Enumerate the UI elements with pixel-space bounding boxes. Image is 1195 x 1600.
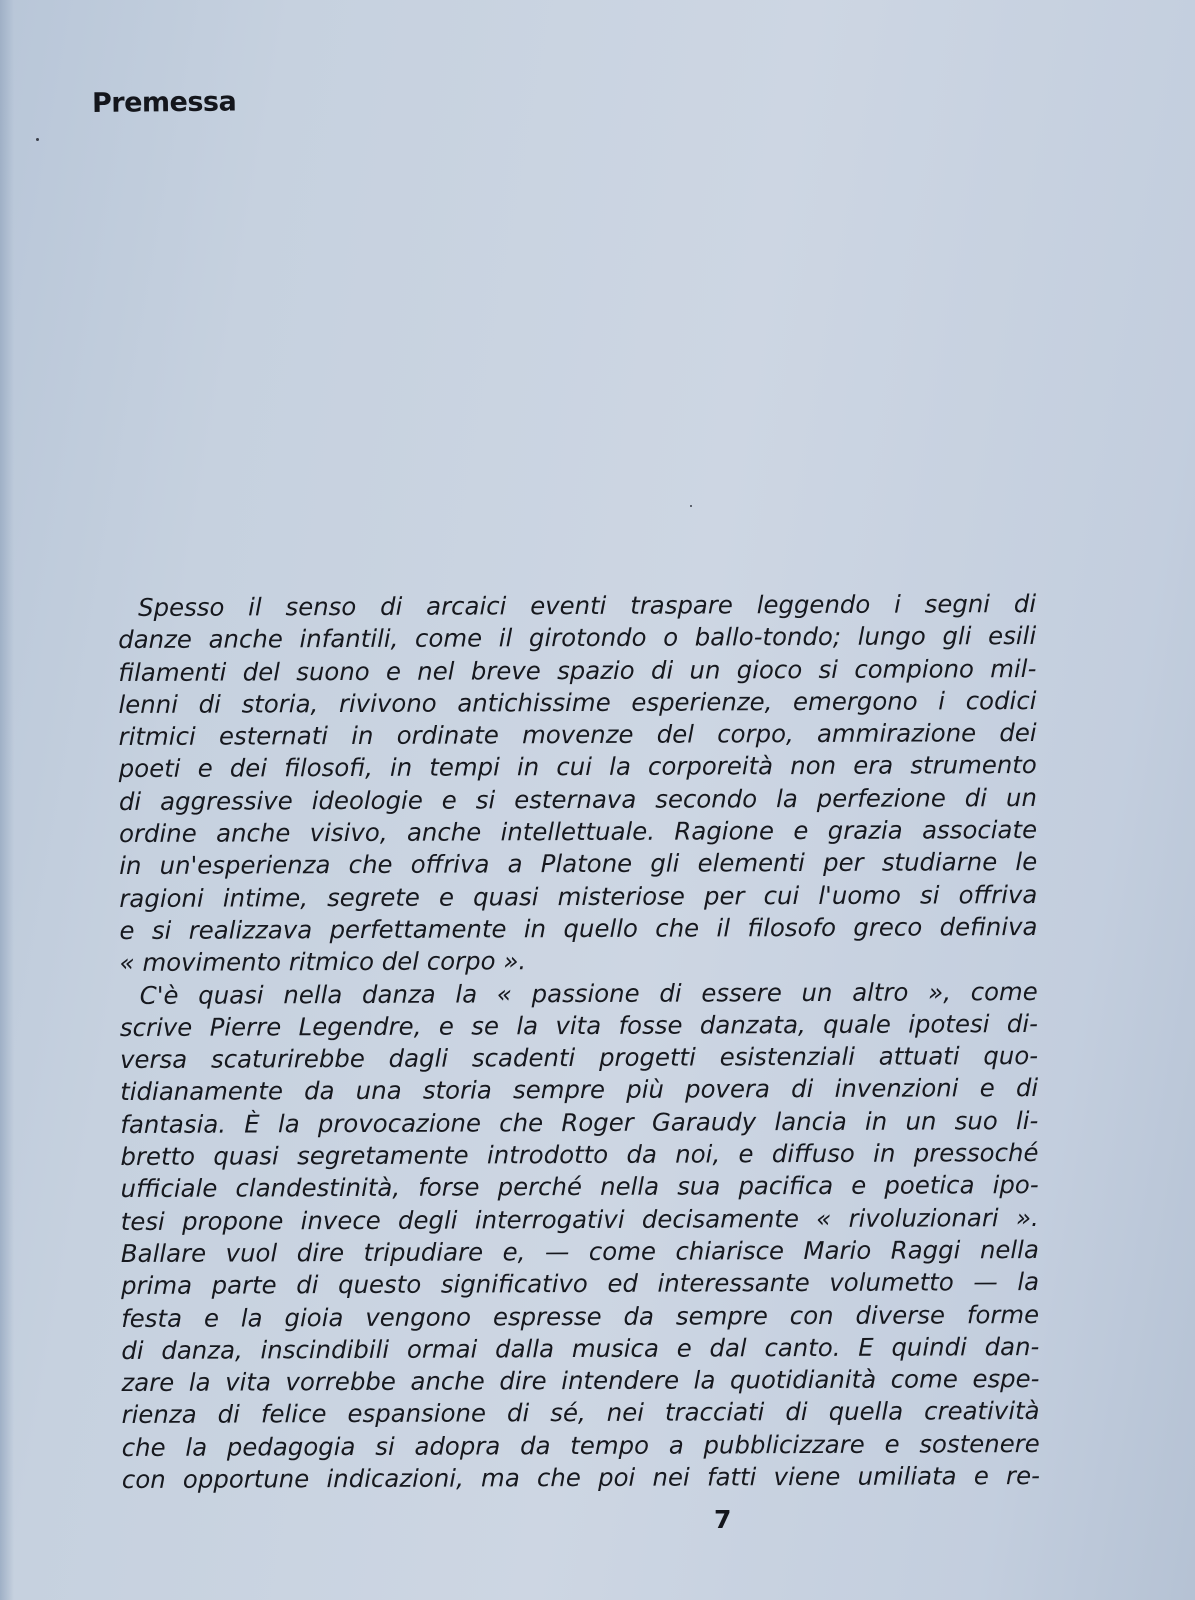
text-line: ritmici esternati in ordinate movenze del corpo, ammirazione dei (118, 718, 1037, 752)
text-line: di danza, inscindibili ormai dalla musica e dal canto. E quindi dan- (121, 1331, 1040, 1365)
text-line: ufficiale clandestinità, forse perché nella sua pacifica e poetica ipo- (120, 1170, 1039, 1204)
text-line: prima parte di questo significativo ed interessante volumetto — la (120, 1267, 1040, 1301)
ink-speck (690, 505, 692, 507)
text-line: C'è quasi nella danza la « passione di essere un altro », come (139, 976, 1038, 1010)
paragraph-1 (118, 588, 1060, 980)
text-line: Ballare vuol dire tripudiare e, — come chiarisce Mario Raggi nella (120, 1234, 1039, 1268)
body-text (118, 588, 1062, 1496)
text-line: zare la vita vorrebbe anche dire intendere la quotidianità come espe- (121, 1364, 1040, 1398)
text-line: e si realizzava perfettamente in quello che il filosofo greco definiva (119, 911, 1038, 945)
text-line: di aggressive ideologie e si esternava secondo la perfezione di un (118, 782, 1037, 816)
text-line: scrive Pierre Legendre, e se la vita fosse danzata, quale ipotesi di- (119, 1008, 1038, 1042)
text-line: ragioni intime, segrete e quasi misteriose per cui l'uomo si offriva (119, 879, 1038, 913)
text-line: lenni di storia, rivivono antichissime esperienze, emergono i codici (118, 685, 1037, 719)
text-line: poeti e dei filosofi, in tempi in cui la corporeità non era strumento (118, 750, 1037, 784)
page-gutter-shadow (0, 0, 14, 1600)
paragraph-2 (120, 975, 1062, 1496)
page-number: 7 (714, 1505, 732, 1534)
ink-speck (36, 138, 39, 141)
text-line: tesi propone invece degli interrogativi decisamente « rivoluzionari ». (120, 1202, 1039, 1236)
text-line: « movimento ritmico del corpo ». (119, 946, 527, 978)
text-line: rienza di felice espansione di sé, nei tracciati di quella creatività (121, 1396, 1040, 1430)
text-line: con opportune indicazioni, ma che poi nei fatti viene umiliata e re- (121, 1461, 1040, 1495)
text-line: che la pedagogia si adopra da tempo a pubblicizzare e sostenere (121, 1428, 1040, 1462)
text-line: festa e la gioia vengono espresse da sempre con diverse forme (121, 1299, 1040, 1333)
text-line: versa scaturirebbe dagli scadenti progetti esistenziali attuati quo- (119, 1041, 1039, 1075)
text-line: tidianamente da una storia sempre più povera di invenzioni e di (120, 1073, 1039, 1107)
text-line: Spesso il senso di arcaici eventi traspare leggendo i segni di (138, 588, 1037, 622)
text-line: bretto quasi segretamente introdotto da noi, e diffuso in pressoché (120, 1138, 1039, 1172)
text-line: ordine anche visivo, anche intellettuale. Ragione e grazia associate (118, 815, 1038, 849)
text-line: filamenti del suono e nel breve spazio di un gioco si compiono mil- (118, 653, 1037, 687)
section-heading: Premessa (91, 86, 237, 119)
text-line: in un'esperienza che offriva a Platone gli elementi per studiarne le (119, 847, 1038, 881)
text-line: fantasia. È la provocazione che Roger Garaudy lancia in un suo li- (120, 1105, 1039, 1139)
text-line: danze anche infantili, come il girotondo o ballo-tondo; lungo gli esili (118, 621, 1037, 655)
